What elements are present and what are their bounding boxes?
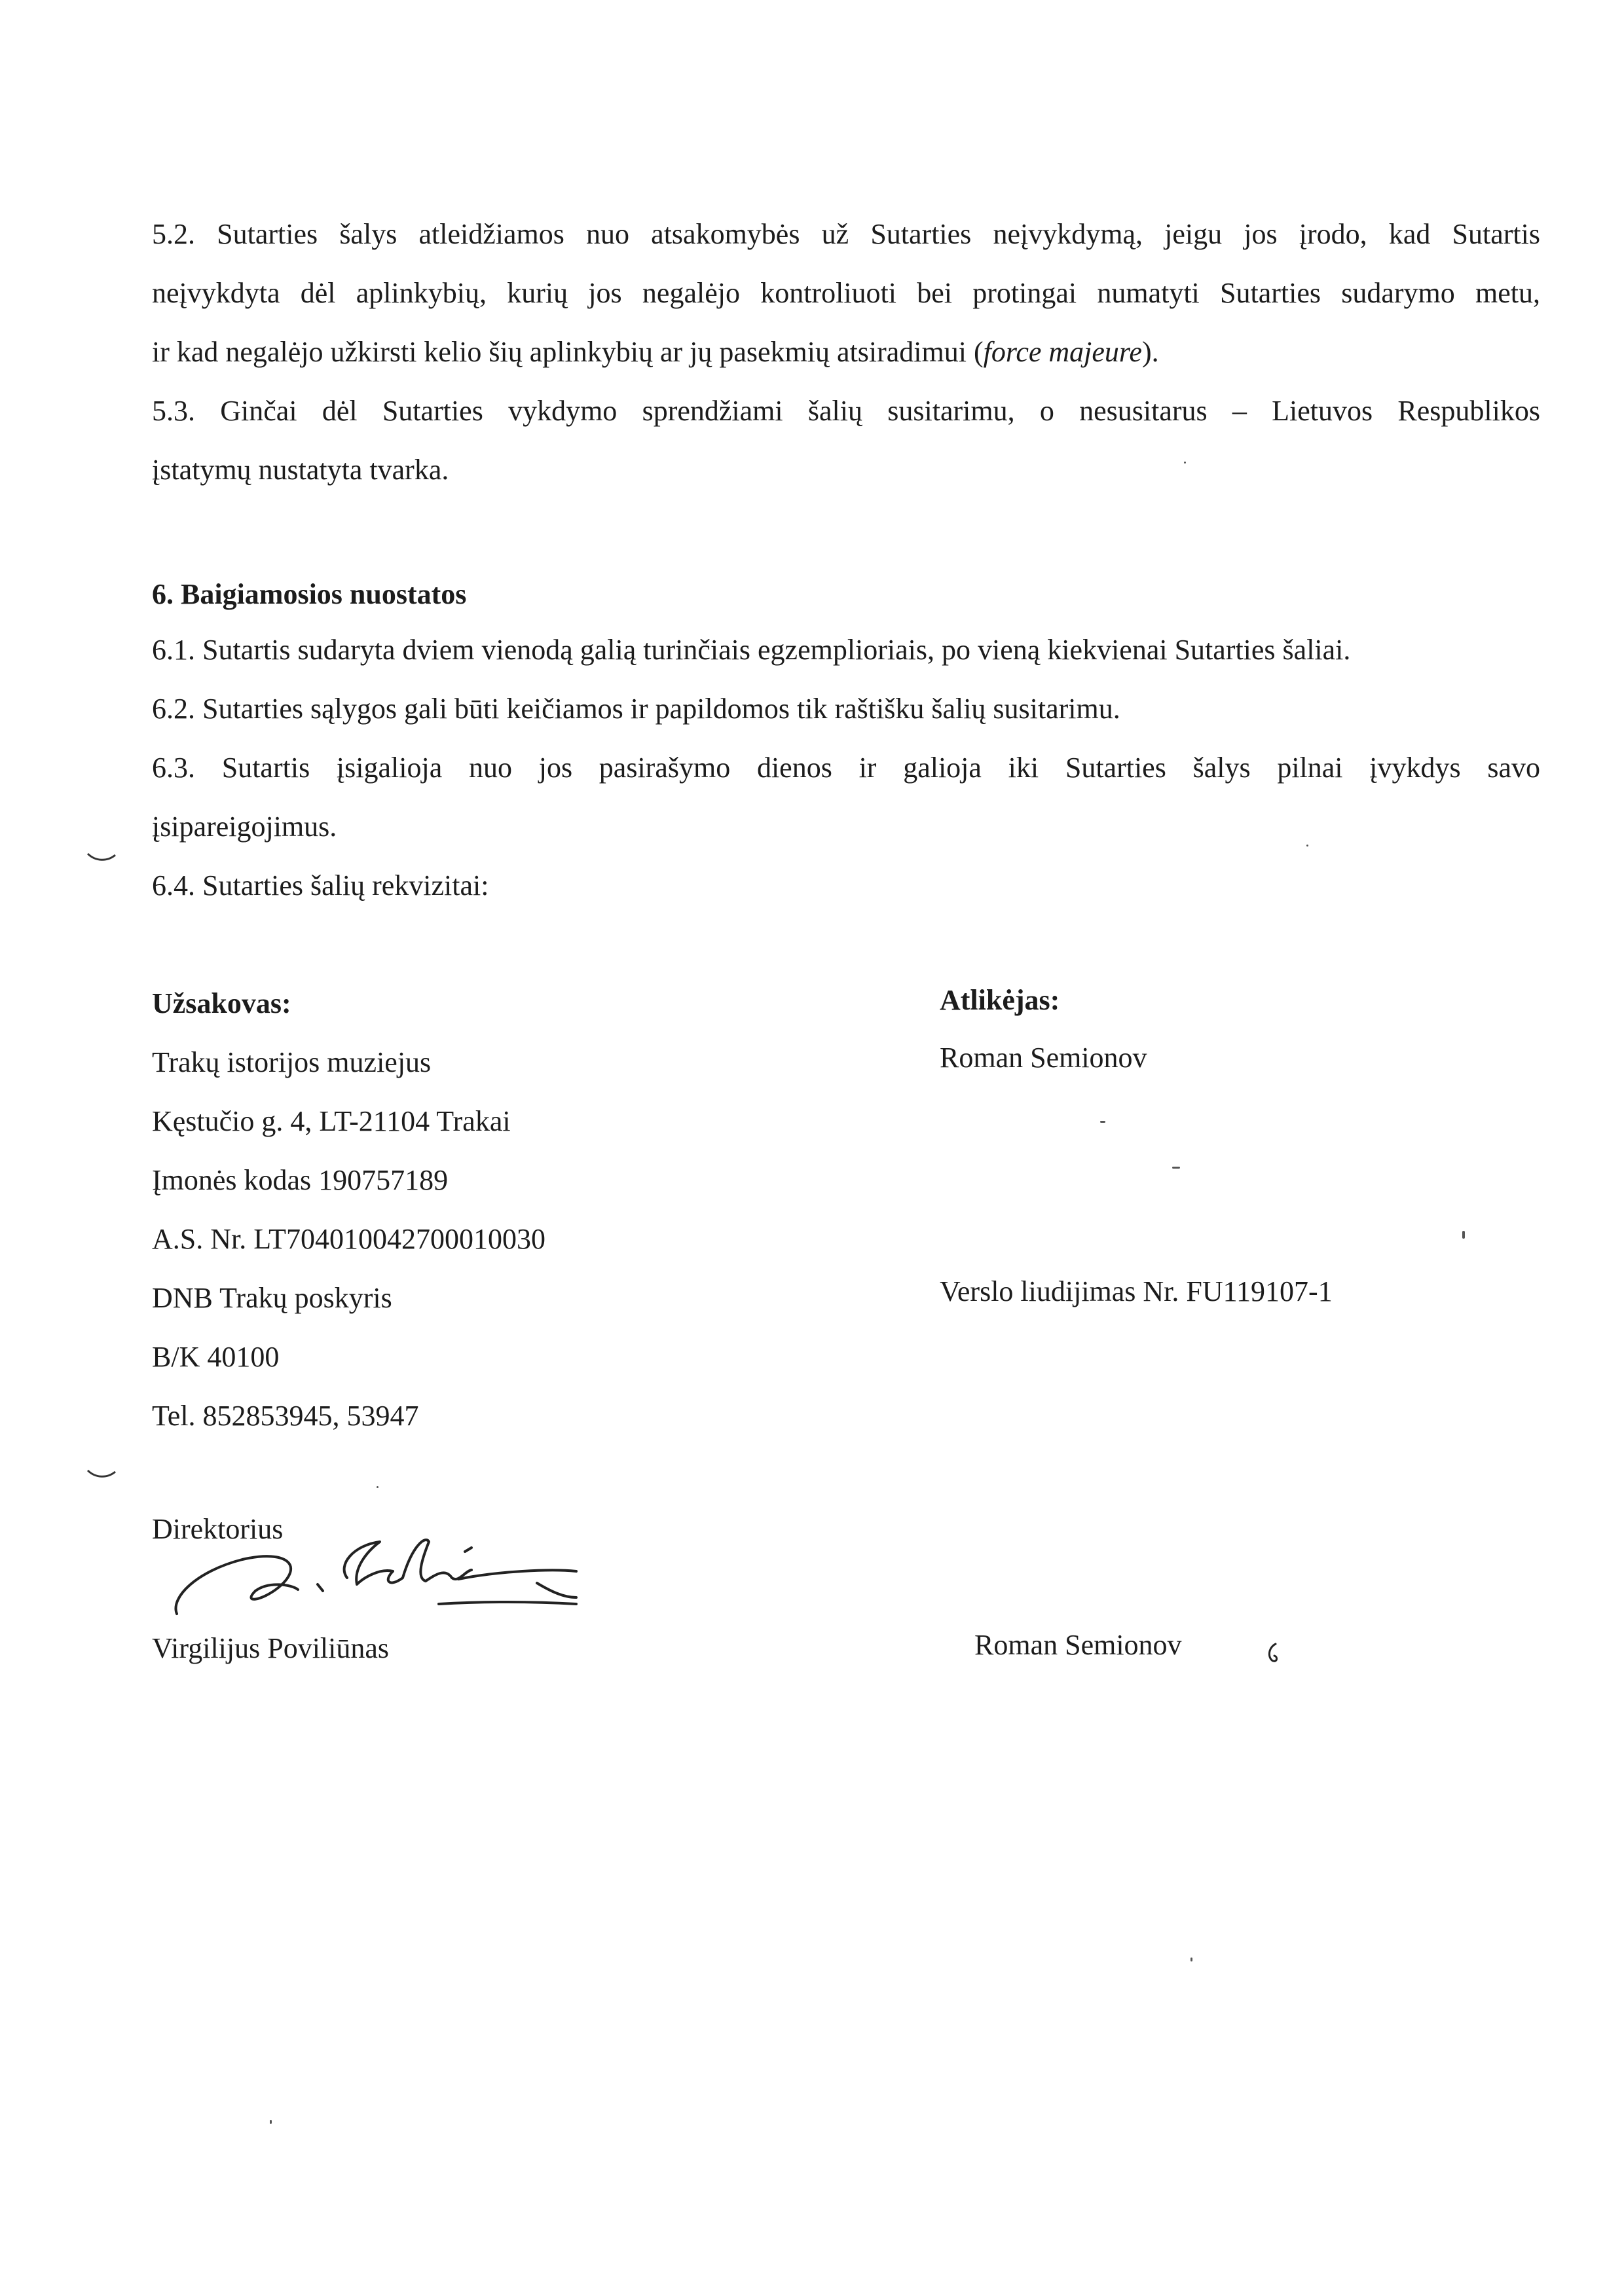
clause-6-4: 6.4. Sutarties šalių rekvizitai: [152,869,489,902]
clause-5-2-line-3 [152,334,1159,371]
customer-bank-code: B/K 40100 [152,1341,280,1373]
scan-speck [1172,1167,1180,1169]
scan-speck [1190,1958,1192,1961]
scan-speck [270,2120,272,2124]
customer-signer-name: Virgilijus Poviliūnas [152,1632,390,1664]
handwritten-signature [157,1506,602,1630]
margin-mark-lower [85,1467,118,1481]
clause-5-2-line-3-start: ir kad negalėjo užkirsti kelio šių aplinkybių ar jų pasekmių atsiradimui ( [152,336,984,368]
scan-speck [1306,845,1308,847]
customer-account: A.S. Nr. LT704010042700010030 [152,1223,545,1255]
customer-label: Užsakovas: [152,987,291,1019]
margin-mark-upper [85,850,118,864]
contractor-signer-name: Roman Semionov [974,1629,1182,1661]
contractor-initial-mark [1264,1640,1283,1666]
force-majeure-term: force majeure [983,336,1142,368]
clause-5-3-line-1: 5.3. Ginčai dėl Sutarties vykdymo sprendžiami šalių susitarimu, o nesusitarus – Lietuvos Respublikos [152,395,1540,427]
contractor-license: Verslo liudijimas Nr. FU119107-1 [940,1275,1333,1307]
clause-5-2-line-2: neįvykdyta dėl aplinkybių, kurių jos negalėjo kontroliuoti bei protingai numatyti Sutarties sudarymo metu, [152,277,1540,309]
clause-5-2-line-1: 5.2. Sutarties šalys atleidžiamos nuo atsakomybės už Sutarties neįvykdymą, jeigu jos įrodo, kad Sutartis [152,218,1540,250]
clause-6-3-line-2: įsipareigojimus. [152,811,337,843]
customer-address: Kęstučio g. 4, LT-21104 Trakai [152,1105,511,1137]
customer-phone: Tel. 852853945, 53947 [152,1400,419,1432]
scan-speck [1462,1231,1465,1239]
section-6-heading: 6. Baigiamosios nuostatos [152,578,467,610]
contractor-name: Roman Semionov [940,1042,1147,1074]
scan-speck [377,1486,378,1488]
clause-6-1: 6.1. Sutartis sudaryta dviem vienodą galią turinčiais egzemplioriais, po vieną kiekvienai Sutarties šaliai. [152,634,1351,666]
scan-speck [1184,462,1186,464]
customer-name: Trakų istorijos muziejus [152,1046,432,1078]
clause-5-3-line-2: įstatymų nustatyta tvarka. [152,454,449,486]
customer-signer-title: Direktorius [152,1513,284,1545]
customer-bank: DNB Trakų poskyris [152,1282,392,1314]
clause-6-3-line-1: 6.3. Sutartis įsigalioja nuo jos pasirašymo dienos ir galioja iki Sutarties šalys pilnai įvykdys savo [152,752,1540,784]
clause-5-2-line-3-end: ). [1141,336,1159,368]
scan-speck [1100,1121,1105,1123]
contractor-label: Atlikėjas: [940,984,1060,1016]
customer-company-code: Įmonės kodas 190757189 [152,1164,449,1196]
clause-6-2: 6.2. Sutarties sąlygos gali būti keičiamos ir papildomos tik raštišku šalių susitarimu. [152,693,1120,725]
